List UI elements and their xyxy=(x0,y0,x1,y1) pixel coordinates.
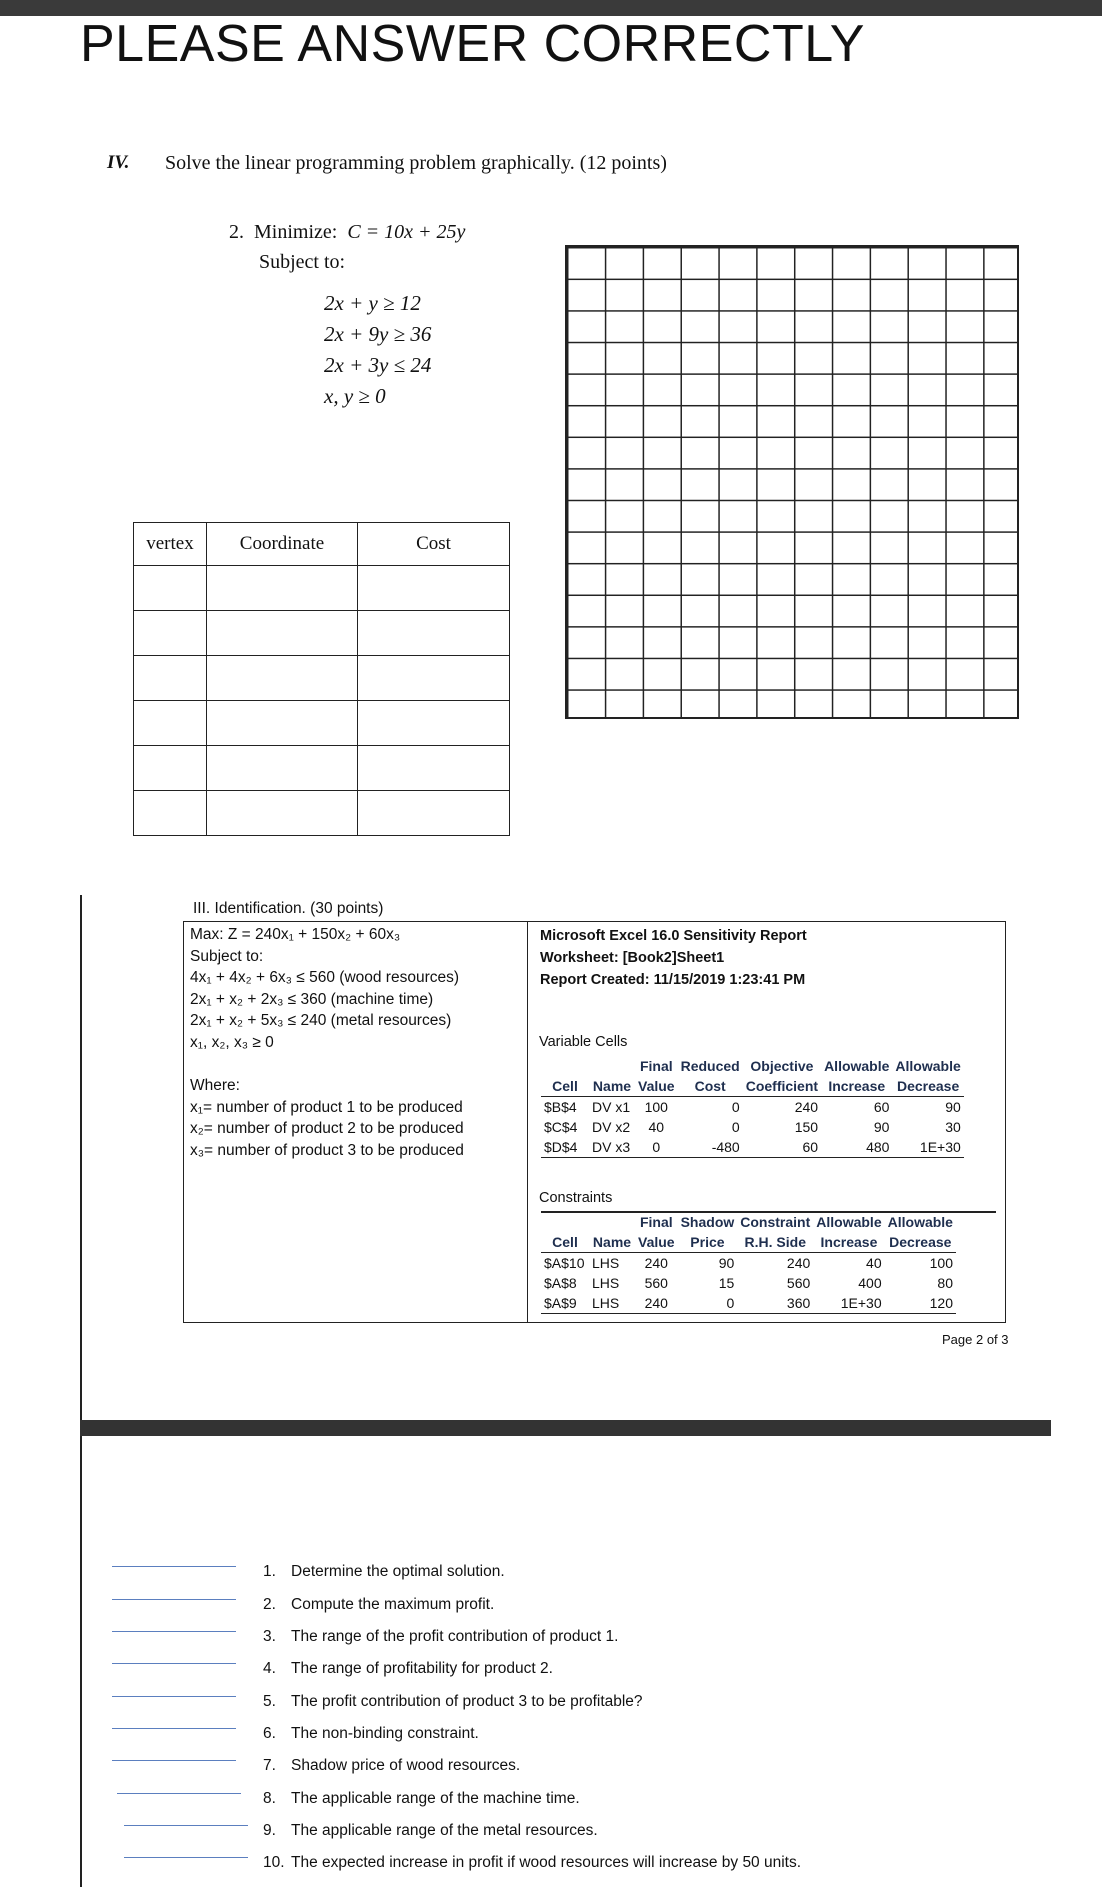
report-title: Microsoft Excel 16.0 Sensitivity Report xyxy=(540,928,807,944)
table-row: $A$10 LHS 240 90 240 40 100 xyxy=(544,1255,953,1271)
constraint: 2x + 3y ≤ 24 xyxy=(324,353,432,377)
variable-cells-table: Final Reduced Objective Allowable Allowable Cell Name Value Cost Coefficient Increase Decrease $B$4 DV x1 100 0 240 60 90 $C$4 DV x2 40 0 150 90 30 $D$4 DV x3 0 -480 60 480 1E+30 xyxy=(541,1056,964,1158)
question-item: 2. Compute the maximum profit. xyxy=(263,1596,495,1613)
constraint-list xyxy=(324,288,431,412)
constraints-label: Constraints xyxy=(539,1190,613,1206)
coordinate-header: Coordinate xyxy=(207,523,358,566)
answer-blank[interactable] xyxy=(112,1696,236,1697)
question-item: 8. The applicable range of the machine time. xyxy=(263,1790,580,1807)
objective-label: Minimize: xyxy=(254,221,338,243)
table-row xyxy=(134,701,510,746)
page-border xyxy=(80,895,82,1887)
report-created: Report Created: 11/15/2019 1:23:41 PM xyxy=(540,972,806,988)
answer-blank[interactable] xyxy=(112,1760,236,1761)
table-row: $A$8 LHS 560 15 560 400 80 xyxy=(544,1275,953,1291)
answer-blank[interactable] xyxy=(112,1566,236,1567)
subject-to-label: Subject to: xyxy=(259,251,346,273)
table-row: $B$4 DV x1 100 0 240 60 90 xyxy=(544,1099,961,1115)
page-heading: PLEASE ANSWER CORRECTLY xyxy=(80,15,865,73)
identification-title: III. Identification. (30 points) xyxy=(193,900,384,917)
vertex-header: vertex xyxy=(134,523,207,566)
constraint: 2x₁ + x₂ + 5x₃ ≤ 240 (metal resources) xyxy=(190,1012,452,1029)
separator-bar xyxy=(80,1420,1051,1436)
question-item: 10. The expected increase in profit if wood resources will increase by 50 units. xyxy=(263,1854,802,1871)
subject-to-label: Subject to: xyxy=(190,947,264,965)
graph-grid[interactable] xyxy=(565,245,1019,719)
question-item: 5. The profit contribution of product 3 to be profitable? xyxy=(263,1693,643,1710)
constraint: 4x₁ + 4x₂ + 6x₃ ≤ 560 (wood resources) xyxy=(190,969,460,986)
problem-number: 2. xyxy=(229,221,244,243)
answer-blank[interactable] xyxy=(124,1825,248,1826)
cost-header: Cost xyxy=(358,523,510,566)
constraint: x₁, x₂, x₃ ≥ 0 xyxy=(190,1033,274,1051)
variable-cells-label: Variable Cells xyxy=(539,1034,628,1050)
constraints-table: Final Shadow Constraint Allowable Allowable Cell Name Value Price R.H. Side Increase Decrease $A$10 LHS 240 90 240 40 100 $A$8 LHS 560 15 560 400 80 $A$9 LHS 240 0 360 1E+30 120 xyxy=(541,1212,956,1314)
answer-blank[interactable] xyxy=(112,1663,236,1664)
lp-model-box xyxy=(183,921,528,1323)
answer-blank[interactable] xyxy=(124,1857,248,1858)
report-header xyxy=(540,925,807,991)
objective-function: C = 10x + 25y xyxy=(347,221,466,243)
constraint: 2x + y ≥ 12 xyxy=(324,291,421,315)
page-number: Page 2 of 3 xyxy=(942,1332,1009,1347)
vertex-table xyxy=(133,522,510,836)
section-number: IV. xyxy=(107,152,130,173)
where-label: Where: xyxy=(190,1077,240,1094)
question-item: 1. Determine the optimal solution. xyxy=(263,1563,505,1580)
table-row xyxy=(134,656,510,701)
section-title: Solve the linear programming problem graphically. (12 points) xyxy=(165,152,667,174)
problem-statement xyxy=(229,217,465,277)
answer-blank[interactable] xyxy=(112,1599,236,1600)
table-row xyxy=(134,746,510,791)
table-row: $D$4 DV x3 0 -480 60 480 1E+30 xyxy=(541,1137,964,1158)
question-item: 6. The non-binding constraint. xyxy=(263,1725,479,1742)
answer-blank[interactable] xyxy=(112,1728,236,1729)
constraint: 2x + 9y ≥ 36 xyxy=(324,322,432,346)
definition: x₃= number of product 3 to be produced xyxy=(190,1141,464,1159)
table-row: $A$9 LHS 240 0 360 1E+30 120 xyxy=(541,1293,956,1314)
table-row xyxy=(134,791,510,836)
table-row xyxy=(134,611,510,656)
question-item: 9. The applicable range of the metal resources. xyxy=(263,1822,598,1839)
definition: x₂= number of product 2 to be produced xyxy=(190,1120,464,1137)
question-item: 3. The range of the profit contribution of product 1. xyxy=(263,1628,619,1645)
table-row: $C$4 DV x2 40 0 150 90 30 xyxy=(544,1119,961,1135)
objective-function: Max: Z = 240x₁ + 150x₂ + 60x₃ xyxy=(190,926,401,943)
question-item: 4. The range of profitability for product 2. xyxy=(263,1660,553,1677)
table-row xyxy=(134,566,510,611)
report-worksheet: Worksheet: [Book2]Sheet1 xyxy=(540,950,725,966)
answer-blank[interactable] xyxy=(112,1631,236,1632)
constraint: 2x₁ + x₂ + 2x₃ ≤ 360 (machine time) xyxy=(190,990,434,1008)
answer-blank[interactable] xyxy=(117,1793,241,1794)
definition: x₁= number of product 1 to be produced xyxy=(190,1098,463,1116)
question-item: 7. Shadow price of wood resources. xyxy=(263,1757,521,1774)
constraint: x, y ≥ 0 xyxy=(324,384,386,408)
